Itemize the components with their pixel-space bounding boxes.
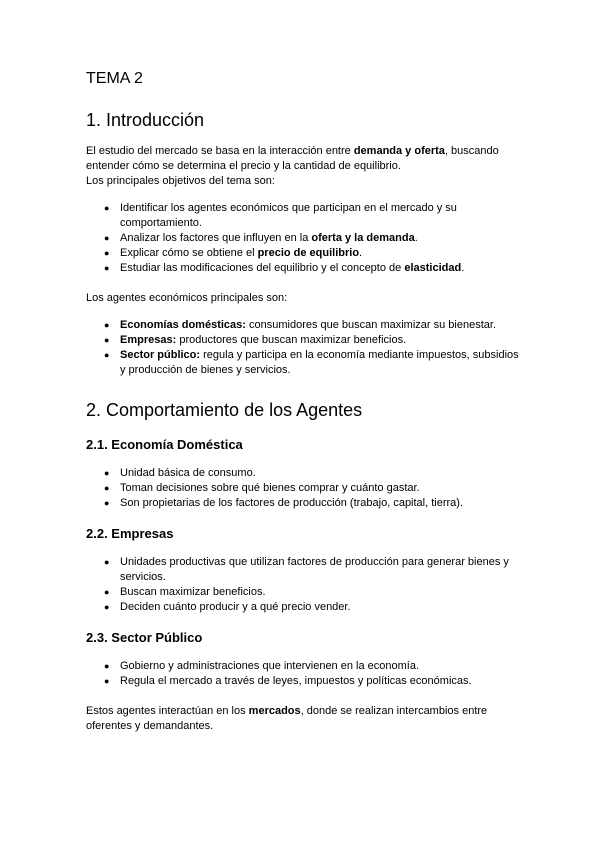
section-2-heading: 2. Comportamiento de los Agentes: [86, 400, 363, 420]
list-item-bold: oferta y la demanda: [311, 232, 415, 244]
bullet-icon: ●: [104, 263, 110, 273]
closing-bold-1: mercados: [248, 705, 301, 717]
bullet-icon: ●: [104, 350, 110, 360]
list-item-text: Regula el mercado a través de leyes, impuestos y políticas económicas.: [120, 675, 472, 687]
list-item: [86, 585, 526, 600]
section-1-heading: 1. Introducción: [86, 110, 205, 130]
bullet-icon: ●: [104, 335, 110, 345]
list-item: [86, 348, 526, 378]
objectives-list: [86, 201, 526, 276]
list-item-text: Buscan maximizar beneficios.: [120, 586, 266, 598]
list-item-bold: elasticidad: [404, 262, 462, 274]
subsection-2-3-heading: 2.3. Sector Público: [86, 630, 203, 645]
intro-paragraph: [86, 144, 526, 174]
bullet-icon: ●: [104, 320, 110, 330]
list-item-bold: Sector público:: [120, 349, 201, 361]
bullet-icon: ●: [104, 587, 110, 597]
bullet-icon: ●: [104, 557, 110, 567]
subsection-2-2-list: [86, 555, 526, 615]
closing-paragraph: [86, 704, 526, 734]
list-item: [86, 481, 526, 496]
list-item: [86, 674, 526, 689]
list-item-text: productores que buscan maximizar beneficios.: [176, 334, 407, 346]
list-item: [86, 333, 526, 348]
list-item-text: .: [414, 232, 418, 244]
list-item: [86, 261, 526, 276]
list-item: [86, 466, 526, 481]
list-item: [86, 600, 526, 615]
list-item-text: Explicar cómo se obtiene el: [120, 247, 258, 259]
bullet-icon: ●: [104, 203, 110, 213]
list-item-text: Estudiar las modificaciones del equilibrio y el concepto de: [120, 262, 405, 274]
list-item-text: consumidores que buscan maximizar su bienestar.: [245, 319, 497, 331]
list-item-bold: precio de equilibrio: [257, 247, 360, 259]
list-item-bold: Empresas:: [120, 334, 177, 346]
list-item: [86, 555, 526, 585]
list-item-text: .: [461, 262, 465, 274]
list-item-text: Deciden cuánto producir y a qué precio vender.: [120, 601, 351, 613]
subsection-2-1-list: [86, 466, 526, 511]
list-item-text: .: [359, 247, 363, 259]
list-item-text: Unidades productivas que utilizan factores de producción para generar bienes y servicios.: [120, 556, 509, 583]
list-item: [86, 201, 526, 231]
bullet-icon: ●: [104, 661, 110, 671]
bullet-icon: ●: [104, 498, 110, 508]
list-item: [86, 246, 526, 261]
bullet-icon: ●: [104, 602, 110, 612]
objectives-label: Los principales objetivos del tema son:: [86, 175, 275, 187]
list-item: [86, 496, 526, 511]
bullet-icon: ●: [104, 233, 110, 243]
document-content: [86, 68, 526, 734]
subsection-2-1-heading: 2.1. Economía Doméstica: [86, 437, 243, 452]
list-item-text: Identificar los agentes económicos que participan en el mercado y su comportamiento.: [120, 202, 457, 229]
list-item-text: Gobierno y administraciones que intervienen en la economía.: [120, 660, 420, 672]
intro-text-2: , buscando entender cómo se determina el precio y la cantidad de equilibrio.: [86, 145, 499, 172]
closing-text-2: , donde se realizan intercambios entre oferentes y demandantes.: [86, 705, 488, 732]
bullet-icon: ●: [104, 248, 110, 258]
agents-label: Los agentes económicos principales son:: [86, 292, 288, 304]
bullet-icon: ●: [104, 676, 110, 686]
list-item: [86, 659, 526, 674]
document-title: TEMA 2: [86, 70, 143, 87]
list-item: [86, 231, 526, 246]
list-item: [86, 318, 526, 333]
agents-list: [86, 318, 526, 378]
list-item-text: Son propietarias de los factores de producción (trabajo, capital, tierra).: [120, 497, 464, 509]
list-item-bold: Economías domésticas:: [120, 319, 246, 331]
subsection-2-2-heading: 2.2. Empresas: [86, 526, 174, 541]
bullet-icon: ●: [104, 483, 110, 493]
intro-text-1: El estudio del mercado se basa en la interacción entre: [86, 145, 354, 157]
list-item-text: Analizar los factores que influyen en la: [120, 232, 312, 244]
list-item-text: regula y participa en la economía mediante impuestos, subsidios y producción de bienes y servicios.: [120, 349, 519, 376]
list-item-text: Toman decisiones sobre qué bienes comprar y cuánto gastar.: [120, 482, 420, 494]
subsection-2-3-list: [86, 659, 526, 689]
bullet-icon: ●: [104, 468, 110, 478]
intro-bold-1: demanda y oferta: [353, 145, 445, 157]
list-item-text: Unidad básica de consumo.: [120, 467, 256, 479]
closing-text-1: Estos agentes interactúan en los: [86, 705, 249, 717]
